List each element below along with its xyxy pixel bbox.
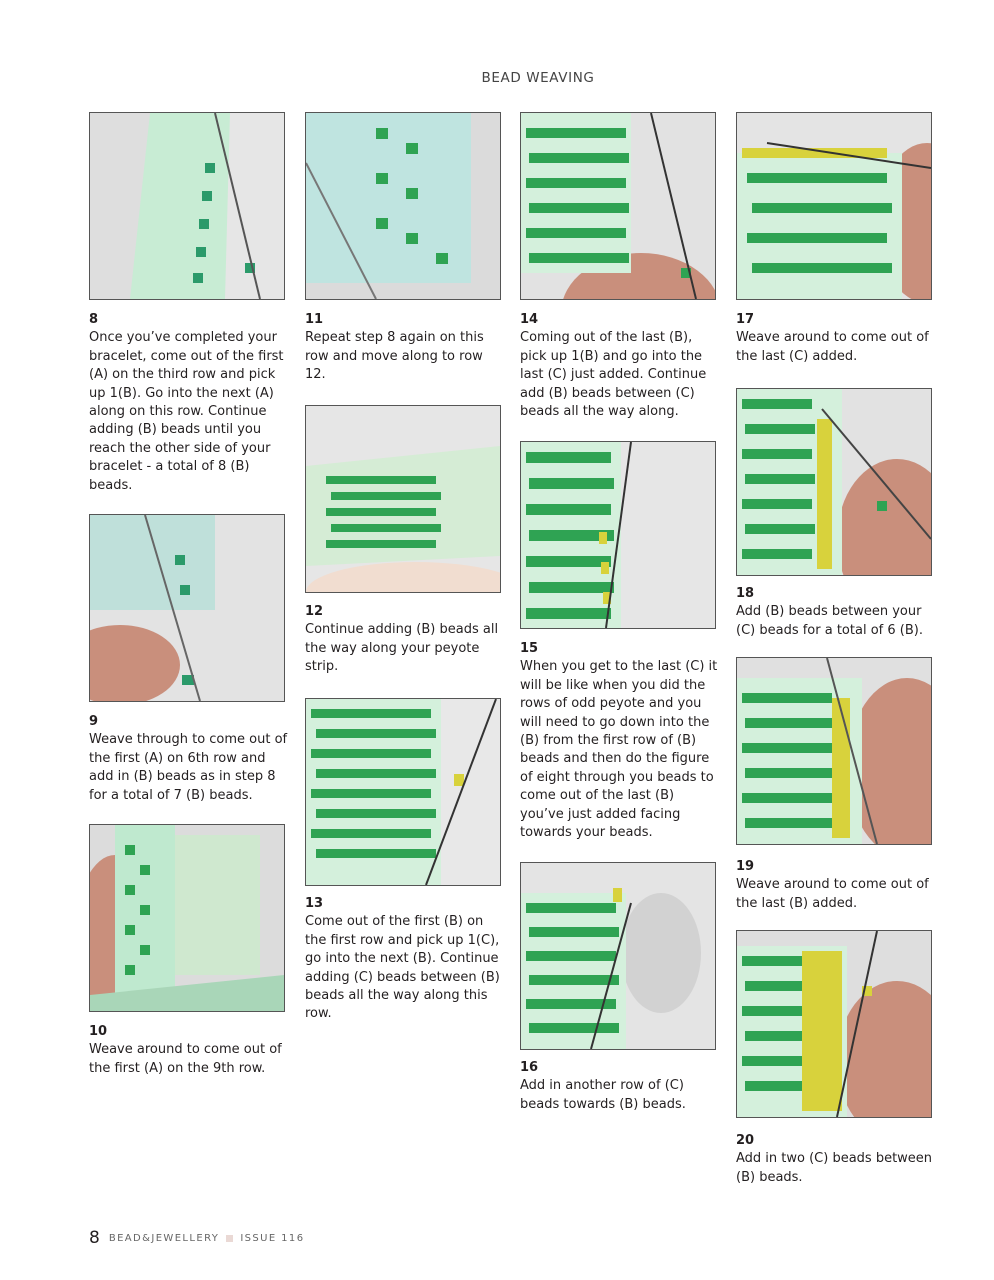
step-9-photo (89, 514, 285, 702)
step-text: Coming out of the last (B), pick up 1(B) and go into the last (C) just added. Continue add (B) beads between (C) beads all the way along. (520, 330, 707, 420)
step-number: 8 (89, 312, 99, 327)
step-14 (520, 311, 720, 421)
step-16-photo (520, 862, 716, 1050)
step-8-photo (89, 112, 285, 300)
step-text: Weave around to come out of the last (B) added. (736, 877, 929, 911)
step-number: 17 (736, 312, 755, 327)
step-17 (736, 311, 936, 366)
step-text: Add (B) beads between your (C) beads for a total of 6 (B). (736, 604, 923, 638)
step-number: 20 (736, 1133, 755, 1148)
step-number: 11 (305, 312, 324, 327)
step-15 (520, 640, 720, 842)
step-19-photo (736, 657, 932, 845)
step-18-photo (736, 388, 932, 576)
step-11 (305, 311, 505, 385)
step-text: Weave around to come out of the last (C) added. (736, 330, 929, 364)
step-18 (736, 585, 936, 640)
step-text: Continue adding (B) beads all the way along your peyote strip. (305, 622, 499, 675)
step-number: 19 (736, 859, 755, 874)
step-text: When you get to the last (C) it will be like when you did the rows of odd peyote and you will need to go down into the (B) from the first row of (B) beads and then do the figure of eight through you beads to come out of the last (B) you’ve just added facing towards your beads. (520, 659, 718, 841)
step-text: Repeat step 8 again on this row and move along to row 12. (305, 330, 484, 383)
step-number: 12 (305, 604, 324, 619)
step-15-photo (520, 441, 716, 629)
step-13-photo (305, 698, 501, 886)
step-16 (520, 1059, 720, 1114)
step-number: 14 (520, 312, 539, 327)
step-number: 13 (305, 896, 324, 911)
step-20 (736, 1132, 936, 1187)
step-number: 15 (520, 641, 539, 656)
magazine-name: BEAD&JEWELLERY (108, 1232, 220, 1244)
step-number: 9 (89, 714, 99, 729)
step-17-photo (736, 112, 932, 300)
step-number: 16 (520, 1060, 539, 1075)
step-text: Once you’ve completed your bracelet, come out of the first (A) on the third row and pick up 1(B). Go into the next (A) along on this row. Continue adding (B) beads until you reach the other side of your bracelet - a total of 8 (B) beads. (89, 330, 284, 493)
step-12-photo (305, 405, 501, 593)
footer-separator (226, 1235, 233, 1242)
step-text: Add in another row of (C) beads towards (B) beads. (520, 1078, 686, 1112)
step-number: 18 (736, 586, 755, 601)
step-13 (305, 895, 505, 1024)
section-title: BEAD WEAVING (481, 70, 595, 86)
step-9 (89, 713, 289, 805)
step-text: Weave around to come out of the first (A) on the 9th row. (89, 1042, 282, 1076)
step-11-photo (305, 112, 501, 300)
step-10 (89, 1023, 289, 1078)
issue-label: ISSUE 116 (240, 1232, 305, 1244)
page-number: 8 (89, 1228, 100, 1248)
step-text: Come out of the first (B) on the first row and pick up 1(C), go into the next (B). Continue adding (C) beads between (B) beads all the way along this row. (305, 914, 500, 1022)
step-8 (89, 311, 289, 495)
step-10-photo (89, 824, 285, 1012)
step-20-photo (736, 930, 932, 1118)
step-text: Weave through to come out of the first (A) on 6th row and add in (B) beads as in step 8 for a total of 7 (B) beads. (89, 732, 288, 803)
step-14-photo (520, 112, 716, 300)
step-text: Add in two (C) beads between (B) beads. (736, 1151, 933, 1185)
step-12 (305, 603, 505, 677)
step-19 (736, 858, 936, 913)
step-number: 10 (89, 1024, 108, 1039)
page-footer (89, 1228, 304, 1248)
